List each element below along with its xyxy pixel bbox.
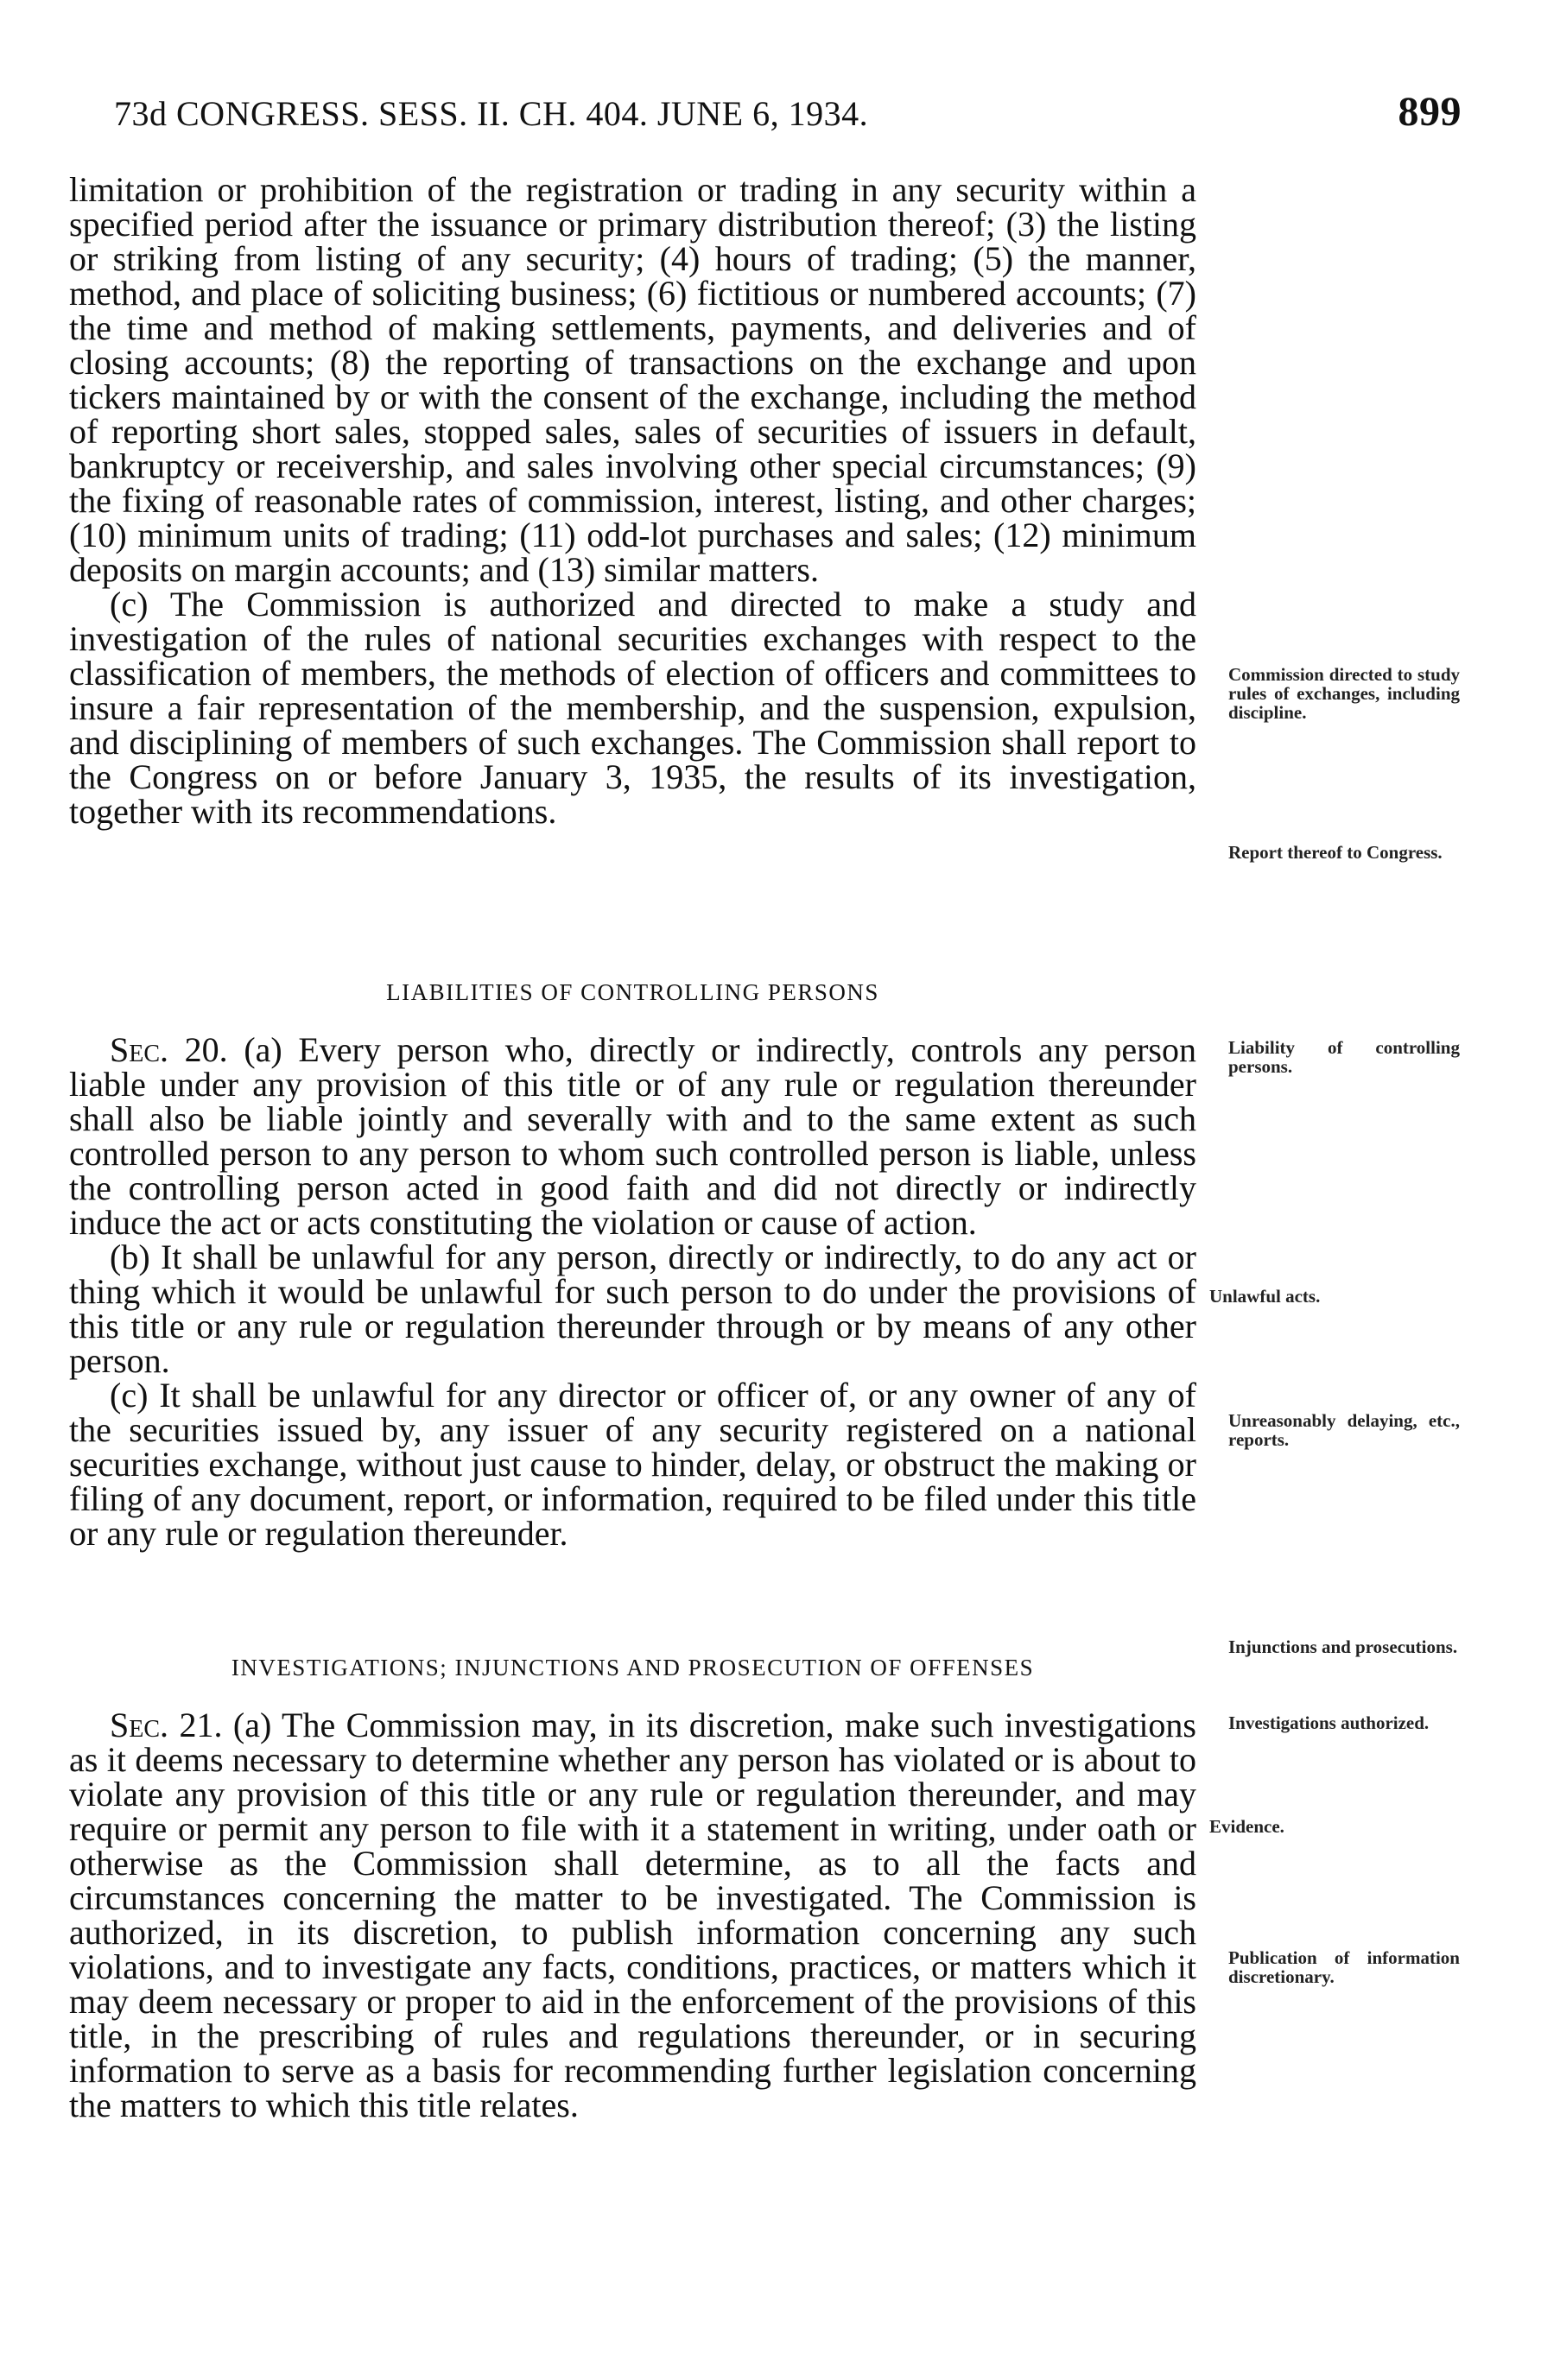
section-21-a-text: (a) The Commission may, in its discretion, make such investigations as it deems necessary to determine whether any person has violated or is about to violate any provision of this title or any rule or regulation thereunder, and may require or permit any person to file with it a statement in writing, under oath or otherwise as the Commission shall determine, as to all the facts and circumstances concerning the matter to be investigated. The Commission is authorized, in its discretion, to publish information concerning any such violations, and to investigate any facts, conditions, practices, or matters which it may deem necessary or proper to aid in the enforcement of the provisions of this title, in the prescribing of rules and regulations thereunder, or in securing information to serve as a basis for recommending further legislation concerning the matters to which this title relates. xyxy=(69,1706,1197,2124)
main-text-block-1 xyxy=(69,170,1196,831)
main-text-block-2 xyxy=(69,1030,1196,1553)
section-20-label: Sec. 20. xyxy=(110,1030,228,1069)
margin-note-evidence: Evidence. xyxy=(1209,1816,1284,1837)
main-text-block-3 xyxy=(69,1708,1196,2123)
section-21-label: Sec. 21. xyxy=(110,1706,223,1744)
margin-note-unreasonably-delaying: Unreasonably delaying, etc., reports. xyxy=(1228,1410,1460,1450)
section-20-b: (b) It shall be unlawful for any person, directly or indirectly, to do any act or thing which it would be unlawful for such person to do under the provisions of this title or any rule or regulation thereunder through or by means of any other person. xyxy=(69,1237,1196,1380)
margin-note-unlawful-acts: Unlawful acts. xyxy=(1209,1286,1321,1307)
section-21-a xyxy=(69,1708,1196,2123)
heading-liabilities: LIABILITIES OF CONTROLLING PERSONS xyxy=(386,979,879,1005)
page-number: 899 xyxy=(1398,89,1462,135)
margin-note-report-congress: Report thereof to Congress. xyxy=(1228,842,1443,863)
running-title: 73d CONGRESS. SESS. II. CH. 404. JUNE 6, 1934. xyxy=(114,94,869,133)
margin-note-injunctions: Injunctions and prosecutions. xyxy=(1228,1636,1458,1657)
margin-note-liability: Liability of controlling persons. xyxy=(1228,1037,1460,1077)
running-head xyxy=(114,89,1462,145)
section-20-a-text: (a) Every person who, directly or indirectly, controls any person liable under any provision of this title or of any rule or regulation thereunder shall also be liable jointly and severally with and to the same extent as such controlled person to any person to whom such controlled person is liable, unless the controlling person acted in good faith and did not directly or indirectly induce the act or acts constituting the violation or cause of action. xyxy=(69,1030,1196,1242)
margin-note-publication: Publication of information discretionary. xyxy=(1228,1947,1460,1987)
section-20-c: (c) It shall be unlawful for any director or officer of, or any owner of any of the securities issued by, any issuer of any security registered on a national securities exchange, without just cause to hinder, delay, or obstruct the making or filing of any document, report, or information, required to be filed under this title or any rule or regulation thereunder. xyxy=(69,1376,1196,1553)
margin-note-investigations-authorized: Investigations authorized. xyxy=(1228,1712,1430,1733)
margin-note-study-rules: Commission directed to study rules of exchanges, including discipline. xyxy=(1228,664,1460,723)
section-20-a xyxy=(69,1030,1196,1242)
heading-investigations: INVESTIGATIONS; INJUNCTIONS AND PROSECUTION OF OFFENSES xyxy=(231,1655,1035,1681)
paragraph-c: (c) The Commission is authorized and directed to make a study and investigation of the rules of national securities exchanges with respect to the classification of members, the methods of election of officers and committees to insure a fair representation of the membership, and the suspension, expulsion, and disciplining of members of such exchanges. The Commission shall report to the Congress on or before January 3, 1935, the results of its investigation, together with its recommendations. xyxy=(69,585,1196,831)
paragraph-continued: limitation or prohibition of the registration or trading in any security within a specified period after the issuance or primary distribution thereof; (3) the listing or striking from listing of any security; (4) hours of trading; (5) the manner, method, and place of soliciting business; (6) fictitious or numbered accounts; (7) the time and method of making settlements, payments, and deliveries and of closing accounts; (8) the reporting of transactions on the exchange and upon tickers maintained by or with the consent of the exchange, including the method of reporting short sales, stopped sales, sales of securities of issuers in default, bankruptcy or receivership, and sales involving other special circumstances; (9) the fixing of reasonable rates of commission, interest, listing, and other charges; (10) minimum units of trading; (11) odd-lot purchases and sales; (12) minimum deposits on margin accounts; and (13) similar matters. xyxy=(69,170,1196,589)
